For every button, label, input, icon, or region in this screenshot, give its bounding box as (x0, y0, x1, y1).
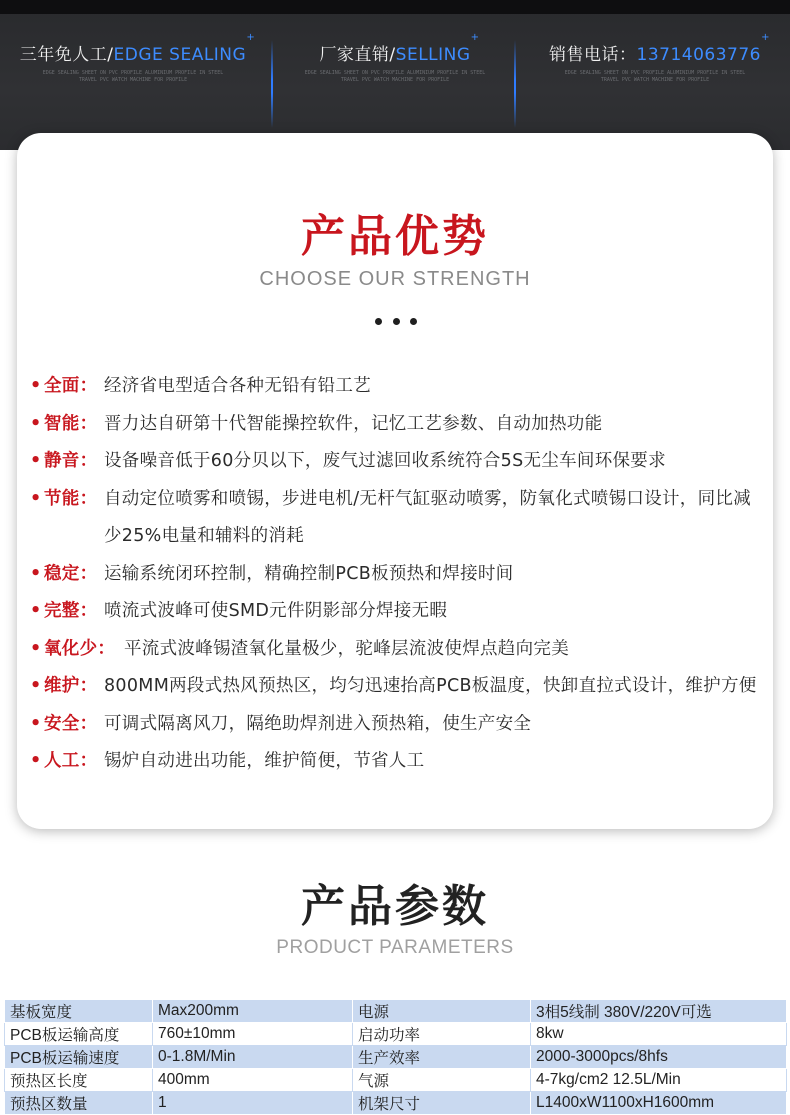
advantage-item (30, 668, 760, 706)
param-name-cell: PCB板运输高度 (5, 1023, 153, 1046)
param-value-cell: 760±10mm (153, 1023, 353, 1046)
bullet-icon: • (30, 638, 42, 659)
banner-item-label: 三年免人工/ (19, 45, 114, 65)
table-row (5, 1023, 787, 1046)
advantage-item (30, 593, 760, 631)
bullet-icon: • (30, 451, 42, 471)
banner-item-subtext: EDGE SEALING SHEET ON PVC PROFILE ALUMINIUM PROFILE IN STEEL TRAVEL PVC WATCH MACHINE FOR PROFILE (304, 70, 486, 83)
bullet-icon: • (30, 751, 42, 771)
param-value-cell: 2000-3000pcs/8hfs (531, 1046, 787, 1069)
table-row (5, 1069, 787, 1092)
bullet-icon: • (30, 713, 42, 734)
advantage-text: 喷流式波峰可使SMD元件阴影部分焊接无暇 (104, 601, 448, 621)
plus-icon: + (470, 32, 480, 43)
banner-item-label: 厂家直销/ (319, 45, 396, 65)
advantage-label: 人工： (44, 751, 98, 771)
top-banner (0, 0, 790, 150)
param-name-cell: 预热区数量 (5, 1092, 153, 1115)
advantage-item (30, 481, 760, 556)
advantage-item (30, 706, 760, 744)
parameters-subtitle: PRODUCT PARAMETERS (276, 937, 514, 958)
advantage-text: 设备噪音低于60分贝以下，废气过滤回收系统符合5S无尘车间环保要求 (104, 451, 666, 471)
bullet-icon: • (30, 563, 42, 584)
advantage-item (30, 631, 760, 669)
advantage-text: 自动定位喷雾和喷锡，步进电机/无杆气缸驱动喷雾，防氧化式喷锡口设计，同比减少25%电量和辅料的消耗 (104, 488, 751, 546)
advantage-label: 智能： (44, 413, 98, 434)
sales-phone-number[interactable]: 13714063776 (636, 45, 761, 65)
advantage-label: 氧化少： (44, 638, 116, 659)
bullet-icon: • (30, 376, 42, 396)
advantage-item (30, 743, 760, 781)
advantage-text: 平流式波峰锡渣氧化量极少，驼峰层流波使焊点趋向完美 (124, 638, 569, 659)
advantages-list (30, 368, 760, 781)
banner-item-sales-phone (545, 32, 770, 120)
advantage-item (30, 368, 760, 406)
advantage-label: 安全： (44, 713, 98, 734)
advantage-item (30, 406, 760, 444)
advantage-text: 可调式隔离风刀，隔绝助焊剂进入预热箱，使生产安全 (104, 713, 532, 734)
param-name-cell: 电源 (353, 1000, 531, 1023)
param-value-cell: 8kw (531, 1023, 787, 1046)
advantage-label: 静音： (44, 451, 98, 471)
advantage-item (30, 556, 760, 594)
param-name-cell: 基板宽度 (5, 1000, 153, 1023)
advantage-item (30, 443, 760, 481)
param-value-cell: 1 (153, 1092, 353, 1115)
plus-icon: + (761, 32, 770, 43)
param-value-cell: 4-7kg/cm2 12.5L/Min (531, 1069, 787, 1092)
table-row (5, 1092, 787, 1115)
bullet-icon: • (30, 601, 42, 621)
advantages-subtitle: CHOOSE OUR STRENGTH (259, 268, 531, 290)
advantage-label: 全面： (44, 376, 98, 396)
table-row (5, 1046, 787, 1069)
advantage-text: 经济省电型适合各种无铅有铅工艺 (104, 376, 371, 396)
bullet-icon: • (30, 676, 42, 696)
advantage-label: 完整： (44, 601, 98, 621)
param-name-cell: 机架尺寸 (353, 1092, 531, 1115)
advantages-title: 产品优势 (301, 211, 489, 262)
advantage-label: 节能： (44, 488, 98, 509)
param-value-cell: L1400xW1100xH1600mm (531, 1092, 787, 1115)
param-name-cell: 启动功率 (353, 1023, 531, 1046)
banner-divider (271, 40, 273, 128)
banner-item-selling (290, 32, 500, 120)
parameters-table (4, 999, 787, 1115)
ellipsis-dots-icon (375, 318, 417, 328)
plus-icon: + (246, 32, 256, 43)
banner-top-strip (0, 0, 790, 14)
param-name-cell: 气源 (353, 1069, 531, 1092)
param-name-cell: 预热区长度 (5, 1069, 153, 1092)
advantage-text: 晋力达自研第十代智能操控软件，记忆工艺参数、自动加热功能 (104, 413, 603, 434)
banner-divider (514, 40, 516, 128)
parameters-title: 产品参数 (301, 881, 489, 932)
advantage-label: 稳定： (44, 563, 98, 584)
banner-item-subtext: EDGE SEALING SHEET ON PVC PROFILE ALUMINIUM PROFILE IN STEEL TRAVEL PVC WATCH MACHINE FOR PROFILE (564, 70, 746, 83)
param-value-cell: Max200mm (153, 1000, 353, 1023)
param-value-cell: 3相5线制 380V/220V可选 (531, 1000, 787, 1023)
param-value-cell: 400mm (153, 1069, 353, 1092)
bullet-icon: • (30, 413, 42, 434)
advantage-text: 锡炉自动进出功能，维护简便，节省人工 (104, 751, 425, 771)
banner-item-edge-sealing (18, 32, 256, 120)
advantage-label: 维护： (44, 676, 98, 696)
param-name-cell: PCB板运输速度 (5, 1046, 153, 1069)
table-row (5, 1000, 787, 1023)
param-name-cell: 生产效率 (353, 1046, 531, 1069)
banner-item-label: 销售电话： (549, 45, 637, 65)
param-value-cell: 0-1.8M/Min (153, 1046, 353, 1069)
banner-item-subtext: EDGE SEALING SHEET ON PVC PROFILE ALUMINIUM PROFILE IN STEEL TRAVEL PVC WATCH MACHINE FOR PROFILE (42, 70, 224, 83)
bullet-icon: • (30, 488, 42, 509)
advantage-text: 运输系统闭环控制，精确控制PCB板预热和焊接时间 (104, 563, 514, 584)
advantage-text: 800MM两段式热风预热区，均匀迅速抬高PCB板温度，快卸直拉式设计，维护方便 (104, 676, 757, 696)
banner-item-accent: SELLING (395, 45, 471, 65)
banner-item-accent: EDGE SEALING (113, 45, 247, 65)
